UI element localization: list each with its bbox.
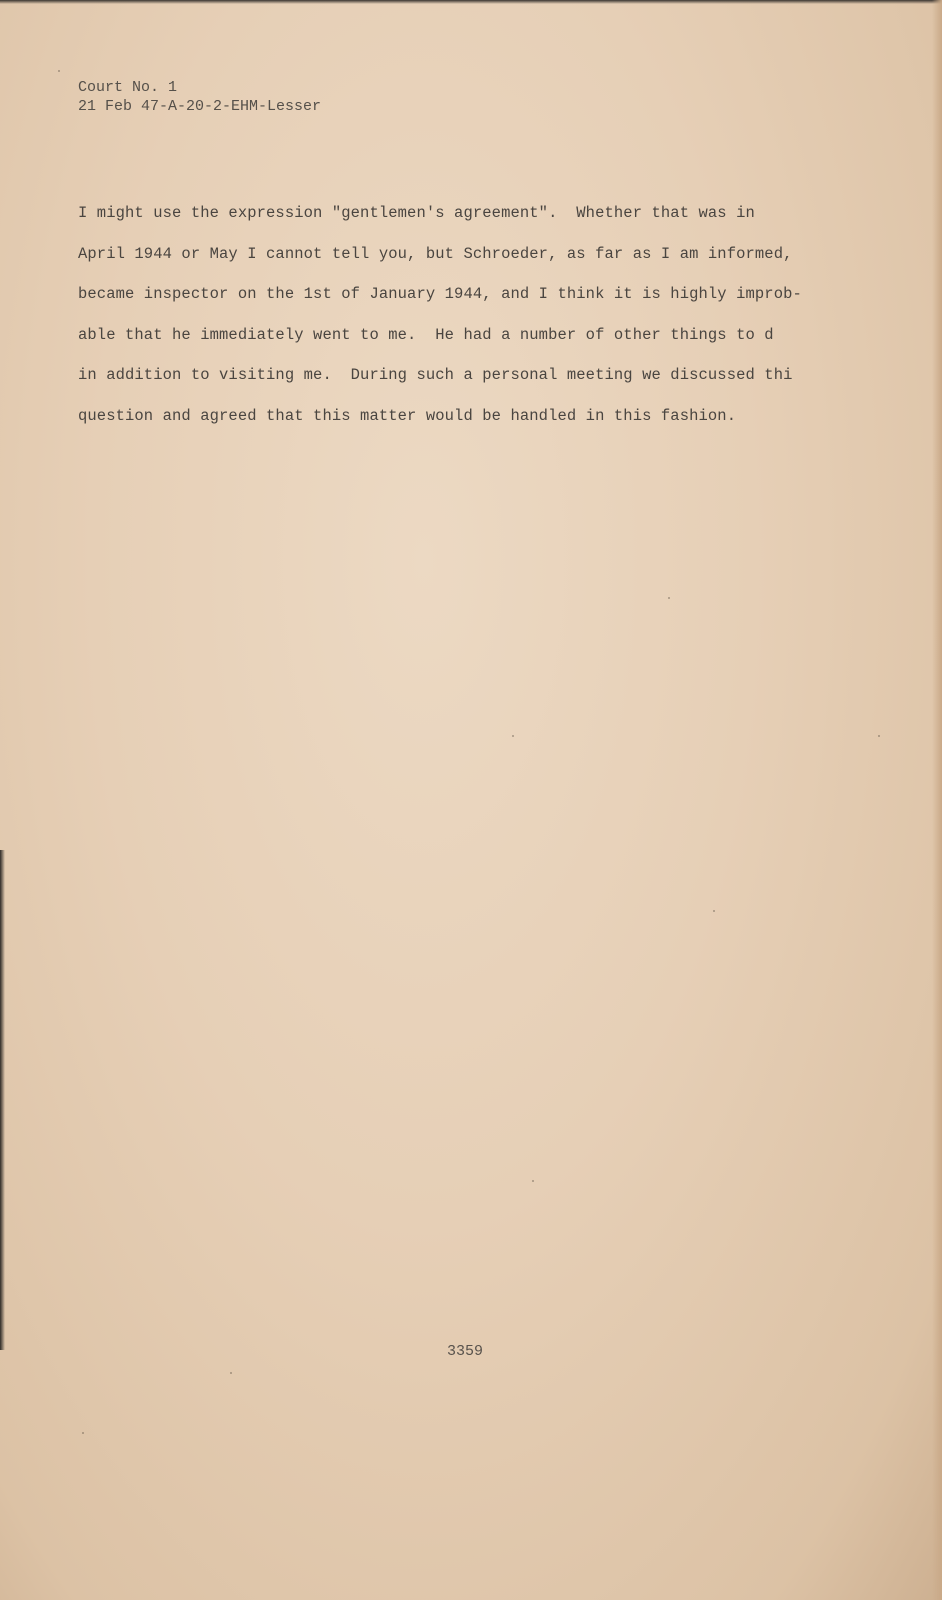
page-top-edge [0,0,942,4]
body-line: April 1944 or May I cannot tell you, but Schroeder, as far as I am informed, [78,244,793,263]
transcript-body [78,193,868,436]
paper-speck [713,910,715,912]
page-right-edge [932,0,942,1600]
body-line: I might use the expression "gentlemen's agreement". Whether that was in [78,204,755,222]
paper-speck [532,1180,534,1182]
document-reference: 21 Feb 47-A-20-2-EHM-Lesser [78,98,322,115]
body-line: able that he immediately went to me. He had a number of other things to d [78,325,774,344]
paper-speck [512,735,514,737]
paper-speck [82,1432,84,1434]
paper-speck [668,597,670,599]
body-line: in addition to visiting me. During such a personal meeting we discussed thi [78,366,793,384]
paper-speck [58,70,60,72]
paper-speck [230,1372,232,1374]
page-left-edge [0,850,5,1350]
paper-speck [878,735,880,737]
document-header [78,78,321,116]
body-line: became inspector on the 1st of January 1944, and I think it is highly improb- [78,285,802,303]
page-number: 3359 [447,1343,484,1360]
body-line: question and agreed that this matter would be handled in this fashion. [78,406,737,425]
court-number: Court No. 1 [78,79,178,96]
